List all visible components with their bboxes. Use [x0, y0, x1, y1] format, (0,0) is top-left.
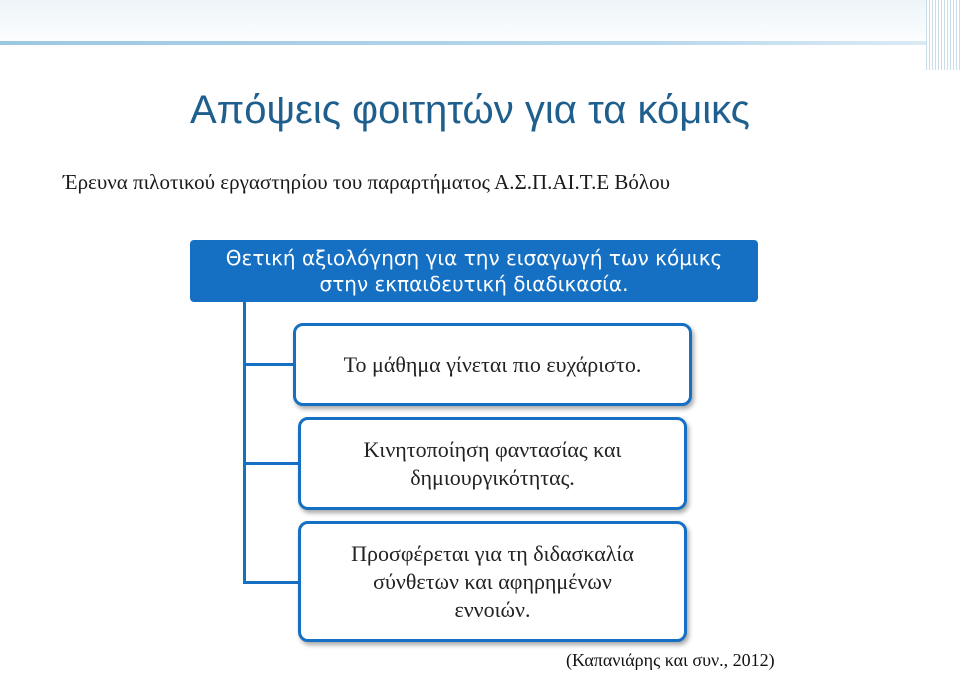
slide-title: Απόψεις φοιτητών για τα κόμικς: [190, 88, 750, 132]
diagram-item-3: [298, 521, 687, 642]
slide-subtitle: Έρευνα πιλοτικού εργαστηρίου του παραρτήματος Α.Σ.Π.ΑΙ.Τ.Ε Βόλου: [63, 170, 670, 194]
connector-branch-3: [243, 581, 300, 584]
item-1-line-1: Το μάθημα γίνεται πιο ευχάριστο.: [343, 351, 642, 377]
item-3-line-3: εννοιών.: [454, 596, 531, 622]
item-3-line-1: Προσφέρεται για τη διδασκαλία: [351, 540, 634, 566]
citation: (Καπανιάρης και συν., 2012): [566, 650, 775, 670]
header-line-2: στην εκπαιδευτική διαδικασία.: [319, 272, 629, 296]
header-line-1: Θετική αξιολόγηση για την εισαγωγή των κόμικς: [225, 246, 723, 270]
connector-trunk: [243, 302, 246, 584]
diagram-item-2: [298, 417, 687, 510]
item-2-line-2: δημιουργικότητας.: [410, 464, 575, 490]
connector-branch-2: [243, 462, 300, 465]
diagram-header-box: [190, 240, 758, 302]
connector-branch-1: [243, 363, 295, 366]
top-decor-line: [0, 41, 930, 45]
diagram-item-1: [293, 323, 692, 406]
top-decor-band: [0, 0, 960, 46]
item-2-line-1: Κινητοποίηση φαντασίας και: [363, 436, 622, 462]
item-3-line-2: σύνθετων και αφηρημένων: [373, 568, 612, 594]
corner-decor-stripes: [926, 0, 960, 70]
